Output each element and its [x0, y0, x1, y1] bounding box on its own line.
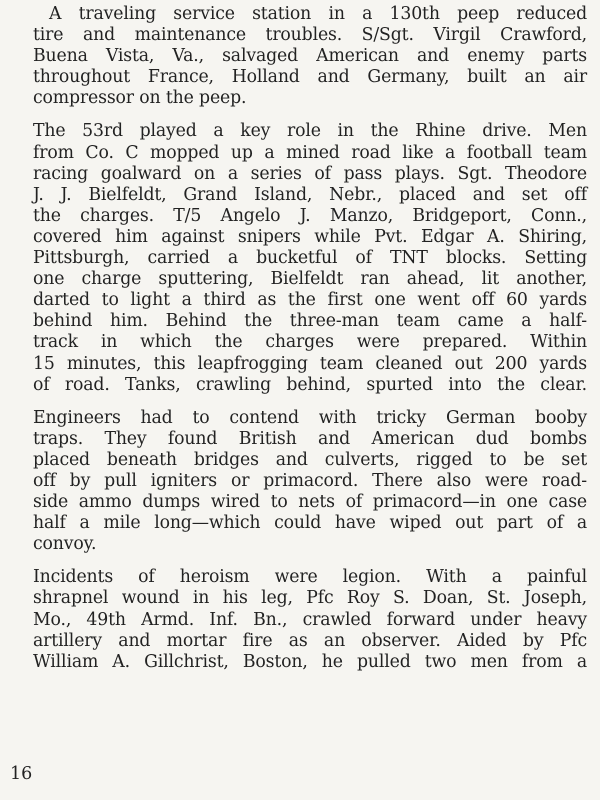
text-line: Incidents of heroism were legion. With a painful	[33, 567, 587, 588]
text-line: racing goalward on a series of pass plays. Sgt. Theodore	[33, 163, 587, 184]
text-line: shrapnel wound in his leg, Pfc Roy S. Doan, St. Joseph,	[33, 588, 587, 609]
text-line: convoy.	[33, 534, 97, 555]
text-line: Mo., 49th Armd. Inf. Bn., crawled forward under heavy	[33, 609, 587, 630]
text-line: J. J. Bielfeldt, Grand Island, Nebr., placed and set off	[33, 184, 587, 205]
text-line: covered him against snipers while Pvt. Edgar A. Shiring,	[33, 226, 587, 247]
paragraph-1	[33, 4, 587, 109]
text-line: compressor on the peep.	[33, 88, 247, 109]
paragraph-2	[33, 121, 587, 395]
text-line: one charge sputtering, Bielfeldt ran ahead, lit another,	[33, 269, 587, 290]
text-line: Buena Vista, Va., salvaged American and enemy parts	[33, 46, 587, 67]
text-line: The 53rd played a key role in the Rhine drive. Men	[33, 121, 587, 142]
text-line: behind him. Behind the three-man team came a half-	[33, 311, 587, 332]
text-line: from Co. C mopped up a mined road like a football team	[33, 142, 587, 163]
text-line: placed beneath bridges and culverts, rigged to be set	[33, 449, 587, 470]
body-text	[33, 4, 587, 673]
text-line: side ammo dumps wired to nets of primacord—in one case	[33, 492, 587, 513]
text-line: 15 minutes, this leapfrogging team cleaned out 200 yards	[33, 353, 587, 374]
text-line: artillery and mortar fire as an observer. Aided by Pfc	[33, 630, 587, 651]
paragraph-3	[33, 408, 587, 556]
page-number: 16	[10, 764, 33, 784]
text-line: throughout France, Holland and Germany, built an air	[33, 67, 587, 88]
text-line: Engineers had to contend with tricky German booby	[33, 407, 587, 428]
text-line: track in which the charges were prepared. Within	[33, 332, 587, 353]
text-line: of road. Tanks, crawling behind, spurted into the clear.	[33, 374, 587, 395]
text-line: the charges. T/5 Angelo J. Manzo, Bridgeport, Conn.,	[33, 205, 587, 226]
text-line: tire and maintenance troubles. S/Sgt. Virgil Crawford,	[33, 25, 587, 46]
paragraph-4	[33, 567, 587, 672]
text-line: traps. They found British and American dud bombs	[33, 428, 587, 449]
text-line: half a mile long—which could have wiped out part of a	[33, 513, 587, 534]
text-line: William A. Gillchrist, Boston, he pulled two men from a	[33, 651, 587, 672]
text-line: Pittsburgh, carried a bucketful of TNT blocks. Setting	[33, 248, 587, 269]
text-line: off by pull igniters or primacord. There also were road-	[33, 470, 587, 491]
text-line: darted to light a third as the first one went off 60 yards	[33, 290, 587, 311]
text-line: A traveling service station in a 130th peep reduced	[49, 4, 587, 24]
